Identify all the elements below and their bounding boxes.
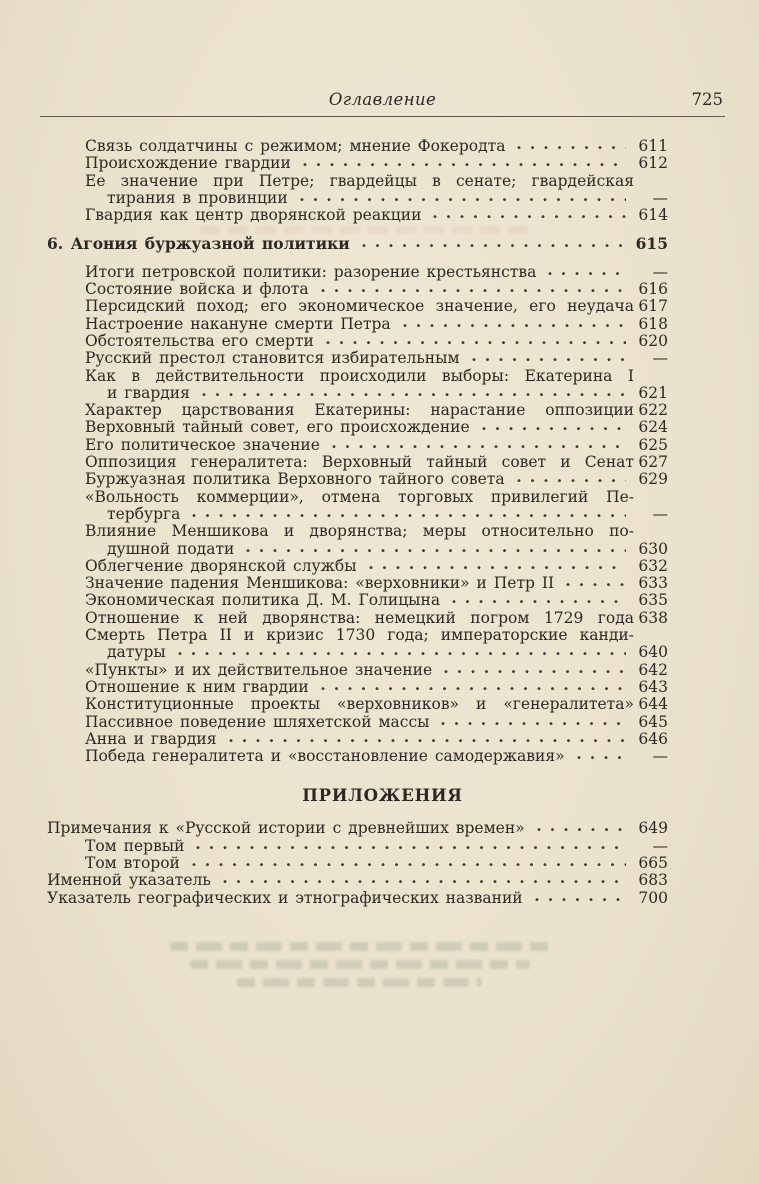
toc-entry [40,437,668,454]
entry-title: Именной указатель [47,871,211,890]
dot-leader [326,340,626,345]
toc-entry [40,281,668,298]
toc-entry [40,627,668,644]
entry-page: 616 [638,280,668,299]
entry-title: Отношение к ней дворянства: немецкий погром 1729 года [85,609,634,627]
toc-entry [40,748,668,765]
entry-title: Обстоятельства его смерти [85,331,314,350]
toc-entry [40,838,668,855]
entry-title: Победа генералитета и «восстановление самодержавия» [85,747,565,766]
toc-entry [40,138,668,155]
dot-leader [192,513,626,518]
toc-entry [40,592,668,609]
entry-page: — [652,836,668,855]
bleed-through-line [170,942,550,951]
bleed-through-line [237,978,482,987]
entry-page: — [652,188,668,207]
toc-entry [40,872,668,889]
dot-leader [178,651,626,656]
entry-title: Верховный тайный совет, его происхождение [85,418,470,437]
entry-title: «Пункты» и их действительное значение [85,660,433,679]
entry-title: Отношение к ним гвардии [85,677,309,696]
toc-entry [40,731,668,748]
toc-entry [40,541,668,558]
dot-leader [482,426,626,431]
dot-leader [403,323,626,328]
entry-title: Смерть Петра II и кризис 1730 года; императорские канди- [85,627,634,645]
toc-entry [40,419,668,436]
toc-entry [40,558,668,575]
toc-entry [40,235,668,252]
entry-page: 665 [638,853,668,872]
entry-page: 645 [638,712,668,731]
bleed-through-line [190,960,530,969]
dot-leader [332,444,626,449]
bleed-through-block [160,942,560,996]
entry-title: Происхождение гвардии [85,154,291,173]
dot-leader [517,478,626,483]
entry-page: 621 [638,383,668,402]
toc-entry [40,523,668,540]
dot-leader [223,879,626,884]
entry-title: Пассивное поведение шляхетской массы [85,712,430,731]
toc-entry [40,610,668,627]
appendix-list [40,820,668,906]
toc-entry [40,350,668,367]
entry-title: Экономическая политика Д. М. Голицына [85,591,441,610]
entry-page: 635 [638,591,668,610]
toc-entry [40,368,668,385]
dot-leader [441,721,626,726]
entry-page: 627 [638,453,668,472]
entry-page: 614 [638,206,668,225]
entry-title: Гвардия как центр дворянской реакции [85,206,422,225]
dot-leader [369,565,626,570]
toc-entry [40,385,668,402]
page-number: 725 [691,90,723,109]
toc-entry [40,298,668,315]
dot-leader [192,862,626,867]
dot-leader [300,197,626,202]
dot-leader [303,162,626,167]
entry-title: Конституционные проекты «верховников» и «генералитета» [85,696,634,714]
entry-page: 646 [638,729,668,748]
toc-entry [40,155,668,172]
toc-entry [40,679,668,696]
entry-title: Влияние Меншикова и дворянства; меры относительно по- [85,523,634,541]
entry-title: датуры [107,643,166,662]
toc-entry [40,207,668,224]
entry-page: 649 [638,819,668,838]
entry-title: Облегчение дворянской службы [85,556,357,575]
entry-page: 620 [638,331,668,350]
toc-entry [40,402,668,419]
dot-leader [517,145,626,150]
entry-title: Настроение накануне смерти Петра [85,314,391,333]
toc-entry [40,316,668,333]
entry-title: Характер царствования Екатерины: нарастание оппозиции [85,402,634,420]
entry-title: Состояние войска и флота [85,280,309,299]
entry-page: 700 [638,888,668,907]
entry-page: 611 [638,137,668,155]
entry-page: 624 [638,418,668,437]
entry-page: 625 [638,435,668,454]
toc-entry [40,696,668,713]
page-header [40,0,725,117]
entry-page: 618 [638,314,668,333]
entry-title: Персидский поход; его экономическое значение, его неудача [85,298,634,316]
toc-entry [40,190,668,207]
entry-title: Ее значение при Петре; гвардейцы в сенате; гвардейская [85,172,634,190]
dot-leader [472,357,626,362]
dot-leader [229,738,627,743]
entry-page: 642 [638,660,668,679]
dot-leader [566,582,626,587]
entry-title: 6. Агония буржуазной политики [47,234,350,254]
entry-title: тербурга [107,504,181,523]
dot-leader [433,214,626,219]
entry-title: Том второй [85,853,180,872]
toc-entry [40,714,668,731]
toc-entry [40,644,668,661]
entry-title: тирания в провинции [107,188,288,207]
entry-title: Итоги петровской политики: разорение крестьянства [85,262,537,281]
entry-page: 617 [638,297,668,316]
dot-leader [535,897,626,902]
dot-leader [537,827,626,832]
entry-title: душной подати [107,539,235,558]
entry-title: Русский престол становится избирательным [85,349,460,368]
entry-page: 640 [638,643,668,662]
dot-leader [202,392,626,397]
entry-page: 644 [638,695,668,714]
entry-title: Том первый [85,836,185,855]
entry-page: — [652,262,668,281]
dot-leader [196,845,626,850]
toc-entry [40,575,668,592]
dot-leader [444,669,626,674]
dot-leader [452,599,626,604]
toc-entry [40,471,668,488]
entry-title: Примечания к «Русской истории с древнейших времен» [47,819,525,838]
dot-leader [321,288,626,293]
entry-title: Анна и гвардия [85,729,217,748]
entry-title: Указатель географических и этнографических названий [47,888,523,907]
toc-entry [40,855,668,872]
dot-leader [548,271,626,276]
entry-title: Оппозиция генералитета: Верховный тайный совет и Сенат [85,454,634,472]
entry-page: — [652,504,668,523]
bleed-through-line [200,226,530,234]
entry-page: 683 [638,871,668,890]
dot-leader [321,686,626,691]
entry-page: — [652,349,668,368]
dot-leader [246,548,626,553]
toc-entry [40,890,668,907]
entry-title: Связь солдатчины с режимом; мнение Фокеродта [85,137,506,155]
entry-title: и гвардия [107,383,190,402]
entry-page: 632 [638,556,668,575]
running-head: Оглавление [328,90,437,109]
dot-leader [362,243,626,248]
toc-entry [40,173,668,190]
entry-title: Как в действительности происходили выборы: Екатерина I [85,367,634,385]
toc-entry [40,506,668,523]
toc-entry [40,820,668,837]
entry-page: 643 [638,677,668,696]
entry-page: 633 [638,574,668,593]
toc-entry [40,489,668,506]
entry-title: «Вольность коммерции», отмена торговых привилегий Пе- [85,488,634,506]
entry-title: Его политическое значение [85,435,320,454]
entry-page: 615 [635,234,668,254]
toc-entry [40,333,668,350]
entry-page: 629 [638,470,668,489]
dot-leader [577,755,626,760]
entry-page: 630 [638,539,668,558]
toc-entry [40,662,668,679]
entry-title: Значение падения Меншикова: «верховники» и Петр II [85,574,555,593]
entry-title: Буржуазная политика Верховного тайного совета [85,470,505,489]
entry-page: 638 [638,608,668,627]
toc-entry [40,454,668,471]
appendix-heading: ПРИЛОЖЕНИЯ [302,786,463,806]
entry-page: 622 [638,401,668,420]
page-content [40,0,725,907]
toc-entry [40,264,668,281]
entry-page: — [652,747,668,766]
entry-page: 612 [638,154,668,173]
